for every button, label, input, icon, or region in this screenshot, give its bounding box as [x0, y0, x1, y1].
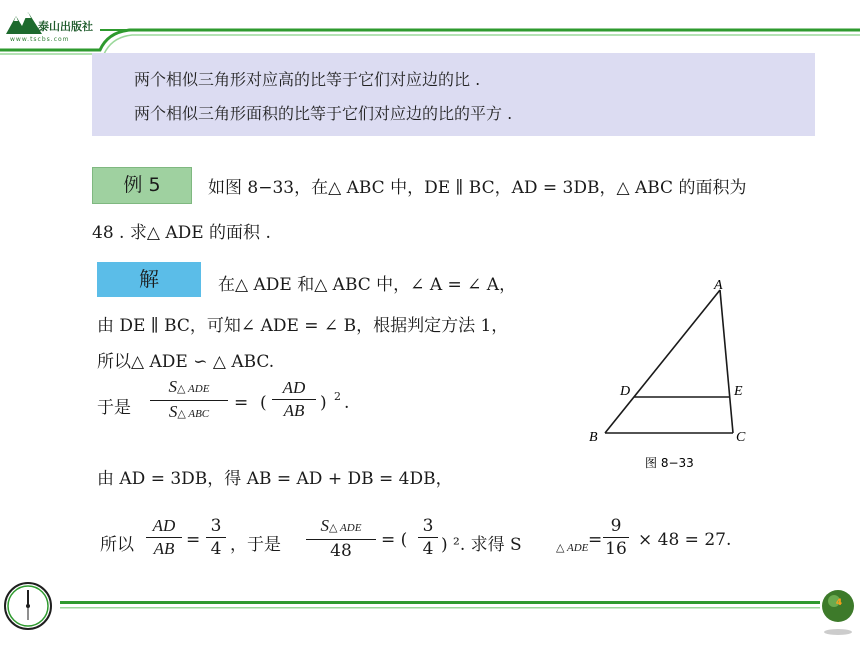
- solution-line-5: 由 AD = 3DB，得 AB = AD + DB = 4DB，: [97, 469, 453, 489]
- example-line-1: 如图 8−33，在△ ABC 中，DE ∥ BC，AD = 3DB，△ ABC 的面积为: [208, 178, 747, 198]
- ad-ab-fraction: [146, 516, 182, 559]
- paren-open: (: [260, 393, 267, 413]
- solution-line-2: 由 DE ∥ BC，可知∠ ADE = ∠ B，根据判定方法 1，: [97, 316, 509, 336]
- equals-sign: =: [234, 393, 249, 413]
- denominator-ab: AB: [283, 401, 305, 420]
- frac-48: 48: [330, 541, 352, 561]
- frac-sixteen: 16: [605, 539, 627, 559]
- clock-icon: [5, 583, 51, 629]
- three-quarters-fraction-2: [418, 516, 438, 559]
- example-line-2: 48 . 求△ ADE 的面积 .: [92, 223, 271, 243]
- area-symbol: S: [320, 516, 330, 535]
- triangle-figure: [585, 275, 760, 475]
- property-box: [92, 53, 815, 136]
- equals-sign-4: =: [588, 530, 603, 550]
- page-number: 4: [835, 598, 843, 608]
- footer-decoration: [0, 570, 860, 645]
- area-abc-subscript: △ ABC: [177, 408, 210, 420]
- result-text: ) ². 求得 S: [441, 535, 522, 555]
- side-ac: [720, 290, 733, 433]
- frac-four-2: 4: [422, 539, 434, 559]
- property-line-2: 两个相似三角形面积的比等于它们对应边的比的平方 .: [134, 104, 513, 123]
- solution-line-3: 所以△ ADE ∽ △ ABC.: [97, 352, 275, 372]
- three-quarters-fraction: [206, 516, 226, 559]
- logo-text: 泰山出版社: [38, 20, 93, 33]
- point-e-label: E: [734, 384, 743, 399]
- point-d-label: D: [620, 384, 631, 399]
- logo-url: www.tscbs.com: [10, 36, 70, 43]
- page-number-badge: [822, 590, 854, 635]
- equals-sign-2: =: [186, 530, 201, 550]
- numerator-ad: AD: [282, 378, 306, 397]
- vertex-b-label: B: [589, 430, 598, 445]
- frac-nine: 9: [610, 516, 622, 536]
- frac-ad: AD: [152, 516, 176, 535]
- square-exponent: 2: [334, 390, 341, 403]
- result-subscript: △ ADE: [556, 542, 589, 554]
- side-ab: [605, 290, 720, 433]
- area-subscript: △ ADE: [329, 522, 362, 534]
- area-abc-symbol: S: [168, 402, 178, 421]
- area-ade-subscript: △ ADE: [177, 383, 210, 395]
- area-ade-symbol: S: [168, 377, 178, 396]
- period: .: [344, 393, 350, 413]
- yushi-text: 于是: [97, 398, 131, 418]
- side-ratio-fraction: [272, 378, 316, 421]
- suoyi-text: 所以: [100, 535, 134, 555]
- frac-four: 4: [210, 539, 222, 559]
- nine-sixteenths-fraction: [603, 516, 629, 559]
- area-ratio-fraction: [150, 377, 228, 424]
- frac-three: 3: [210, 516, 222, 536]
- frac-three-2: 3: [422, 516, 434, 536]
- yushi-text-2: ，于是: [230, 535, 281, 555]
- solution-line-1: 在△ ADE 和△ ABC 中，∠ A = ∠ A，: [218, 275, 517, 295]
- figure-caption: 图 8−33: [645, 456, 694, 470]
- equals-paren: = (: [381, 530, 408, 550]
- example-label: 例 5: [92, 167, 192, 204]
- property-line-1: 两个相似三角形对应高的比等于它们对应边的比 .: [134, 70, 481, 89]
- vertex-a-label: A: [714, 278, 723, 293]
- area-over-48-fraction: [306, 516, 376, 561]
- final-answer: × 48 = 27.: [638, 530, 732, 550]
- paren-close: ): [320, 393, 327, 413]
- vertex-c-label: C: [736, 430, 746, 445]
- solution-label: 解: [97, 262, 201, 297]
- frac-ab: AB: [153, 539, 175, 558]
